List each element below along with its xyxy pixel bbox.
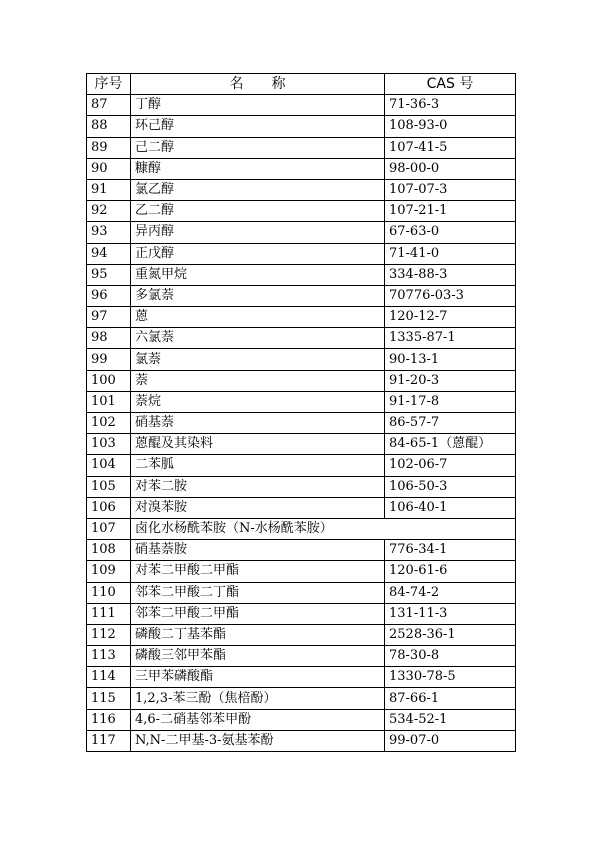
table-row xyxy=(87,582,516,603)
serial-number-cell: 109 xyxy=(87,561,131,582)
chemical-name-cell: 重氮甲烷 xyxy=(131,264,385,285)
serial-number-cell: 114 xyxy=(87,667,131,688)
cas-number-cell: 106-40-1 xyxy=(385,497,516,518)
serial-number-cell: 102 xyxy=(87,413,131,434)
chemical-name-cell: 硝基萘胺 xyxy=(131,540,385,561)
chemical-name-cell: 磷酸三邻甲苯酯 xyxy=(131,646,385,667)
table-body xyxy=(87,95,516,752)
serial-number-cell: 90 xyxy=(87,158,131,179)
cas-number-cell: 91-20-3 xyxy=(385,370,516,391)
table-row xyxy=(87,497,516,518)
table-row xyxy=(87,179,516,200)
serial-number-cell: 93 xyxy=(87,222,131,243)
serial-number-cell: 116 xyxy=(87,709,131,730)
cas-number-cell: 131-11-3 xyxy=(385,603,516,624)
table-row xyxy=(87,222,516,243)
cas-number-cell: 1330-78-5 xyxy=(385,667,516,688)
chemical-name-cell: 三甲苯磷酸酯 xyxy=(131,667,385,688)
table-row xyxy=(87,285,516,306)
cas-number-cell: 1335-87-1 xyxy=(385,328,516,349)
cas-number-cell: 334-88-3 xyxy=(385,264,516,285)
cas-number-cell: 78-30-8 xyxy=(385,646,516,667)
cas-number-cell: 2528-36-1 xyxy=(385,624,516,645)
cas-number-cell: 107-41-5 xyxy=(385,137,516,158)
cas-number-cell: 90-13-1 xyxy=(385,349,516,370)
cas-number-cell: 106-50-3 xyxy=(385,476,516,497)
chemical-name-cell: 硝基萘 xyxy=(131,413,385,434)
serial-number-cell: 115 xyxy=(87,688,131,709)
table-row xyxy=(87,455,516,476)
table-row xyxy=(87,201,516,222)
chemical-name-cell: 氯乙醇 xyxy=(131,179,385,200)
serial-number-cell: 108 xyxy=(87,540,131,561)
chemical-name-cell: 对溴苯胺 xyxy=(131,497,385,518)
cas-number-cell: 84-65-1（蒽醌） xyxy=(385,434,516,455)
table-row xyxy=(87,540,516,561)
chemical-name-cell: 丁醇 xyxy=(131,95,385,116)
cas-number-cell: 87-66-1 xyxy=(385,688,516,709)
cas-number-cell: 534-52-1 xyxy=(385,709,516,730)
cas-number-cell: 120-61-6 xyxy=(385,561,516,582)
chemical-name-cell: 六氯萘 xyxy=(131,328,385,349)
serial-number-cell: 88 xyxy=(87,116,131,137)
table-row xyxy=(87,328,516,349)
serial-number-cell: 99 xyxy=(87,349,131,370)
chemical-name-cell: 正戊醇 xyxy=(131,243,385,264)
table-row xyxy=(87,116,516,137)
cas-number-cell: 102-06-7 xyxy=(385,455,516,476)
serial-number-cell: 110 xyxy=(87,582,131,603)
chemical-name-cell: 萘烷 xyxy=(131,391,385,412)
header-name: 名 称 xyxy=(131,74,385,95)
chemical-name-cell: 氯萘 xyxy=(131,349,385,370)
table-row xyxy=(87,434,516,455)
serial-number-cell: 89 xyxy=(87,137,131,158)
chemical-name-cell: 环己醇 xyxy=(131,116,385,137)
table-row xyxy=(87,561,516,582)
cas-number-cell: 91-17-8 xyxy=(385,391,516,412)
serial-number-cell: 97 xyxy=(87,307,131,328)
table-row xyxy=(87,243,516,264)
chemical-name-cell: 对苯二胺 xyxy=(131,476,385,497)
chemical-name-cell: 蒽 xyxy=(131,307,385,328)
header-cas-number: CAS 号 xyxy=(385,74,516,95)
serial-number-cell: 100 xyxy=(87,370,131,391)
table-row xyxy=(87,264,516,285)
cas-number-cell: 84-74-2 xyxy=(385,582,516,603)
cas-number-cell: 67-63-0 xyxy=(385,222,516,243)
table-row xyxy=(87,349,516,370)
chemical-name-cell: 4,6-二硝基邻苯甲酚 xyxy=(131,709,385,730)
chemical-table xyxy=(86,73,516,752)
chemical-name-cell: 对苯二甲酸二甲酯 xyxy=(131,561,385,582)
cas-number-cell: 107-07-3 xyxy=(385,179,516,200)
chemical-name-cell: 邻苯二甲酸二丁酯 xyxy=(131,582,385,603)
table-row xyxy=(87,307,516,328)
cas-number-cell: 776-34-1 xyxy=(385,540,516,561)
table-row xyxy=(87,603,516,624)
cas-number-cell: 120-12-7 xyxy=(385,307,516,328)
table-row xyxy=(87,709,516,730)
table-row xyxy=(87,137,516,158)
chemical-name-cell: 糠醇 xyxy=(131,158,385,179)
table-row xyxy=(87,667,516,688)
serial-number-cell: 94 xyxy=(87,243,131,264)
table-row xyxy=(87,413,516,434)
serial-number-cell: 91 xyxy=(87,179,131,200)
chemical-name-cell: 多氯萘 xyxy=(131,285,385,306)
chemical-name-cell: 己二醇 xyxy=(131,137,385,158)
serial-number-cell: 96 xyxy=(87,285,131,306)
serial-number-cell: 87 xyxy=(87,95,131,116)
chemical-name-cell: 二苯胍 xyxy=(131,455,385,476)
table-row xyxy=(87,730,516,751)
chemical-name-cell: 乙二醇 xyxy=(131,201,385,222)
chemical-name-cell: 萘 xyxy=(131,370,385,391)
serial-number-cell: 113 xyxy=(87,646,131,667)
cas-number-cell: 108-93-0 xyxy=(385,116,516,137)
cas-number-cell: 71-41-0 xyxy=(385,243,516,264)
serial-number-cell: 103 xyxy=(87,434,131,455)
serial-number-cell: 112 xyxy=(87,624,131,645)
chemical-name-cell: 邻苯二甲酸二甲酯 xyxy=(131,603,385,624)
table-row xyxy=(87,646,516,667)
chemical-name-cell: 1,2,3-苯三酚（焦棓酚） xyxy=(131,688,385,709)
chemical-name-cell: N,N-二甲基-3-氨基苯酚 xyxy=(131,730,385,751)
serial-number-cell: 107 xyxy=(87,518,131,539)
serial-number-cell: 117 xyxy=(87,730,131,751)
header-serial-number: 序号 xyxy=(87,74,131,95)
table-row xyxy=(87,158,516,179)
cas-number-cell: 99-07-0 xyxy=(385,730,516,751)
table-row xyxy=(87,518,516,539)
cas-number-cell: 107-21-1 xyxy=(385,201,516,222)
table-row xyxy=(87,370,516,391)
serial-number-cell: 106 xyxy=(87,497,131,518)
serial-number-cell: 98 xyxy=(87,328,131,349)
serial-number-cell: 92 xyxy=(87,201,131,222)
serial-number-cell: 104 xyxy=(87,455,131,476)
serial-number-cell: 101 xyxy=(87,391,131,412)
cas-number-cell: 86-57-7 xyxy=(385,413,516,434)
chemical-name-cell: 蒽醌及其染料 xyxy=(131,434,385,455)
chemical-name-cell: 卤化水杨酰苯胺（N-水杨酰苯胺） xyxy=(131,518,516,539)
chemical-name-cell: 异丙醇 xyxy=(131,222,385,243)
cas-number-cell: 98-00-0 xyxy=(385,158,516,179)
table-row xyxy=(87,688,516,709)
chemical-name-cell: 磷酸二丁基苯酯 xyxy=(131,624,385,645)
serial-number-cell: 111 xyxy=(87,603,131,624)
serial-number-cell: 105 xyxy=(87,476,131,497)
serial-number-cell: 95 xyxy=(87,264,131,285)
table-row xyxy=(87,391,516,412)
cas-number-cell: 71-36-3 xyxy=(385,95,516,116)
table-row xyxy=(87,624,516,645)
table-header-row xyxy=(87,74,516,95)
cas-number-cell: 70776-03-3 xyxy=(385,285,516,306)
table-row xyxy=(87,95,516,116)
table-row xyxy=(87,476,516,497)
